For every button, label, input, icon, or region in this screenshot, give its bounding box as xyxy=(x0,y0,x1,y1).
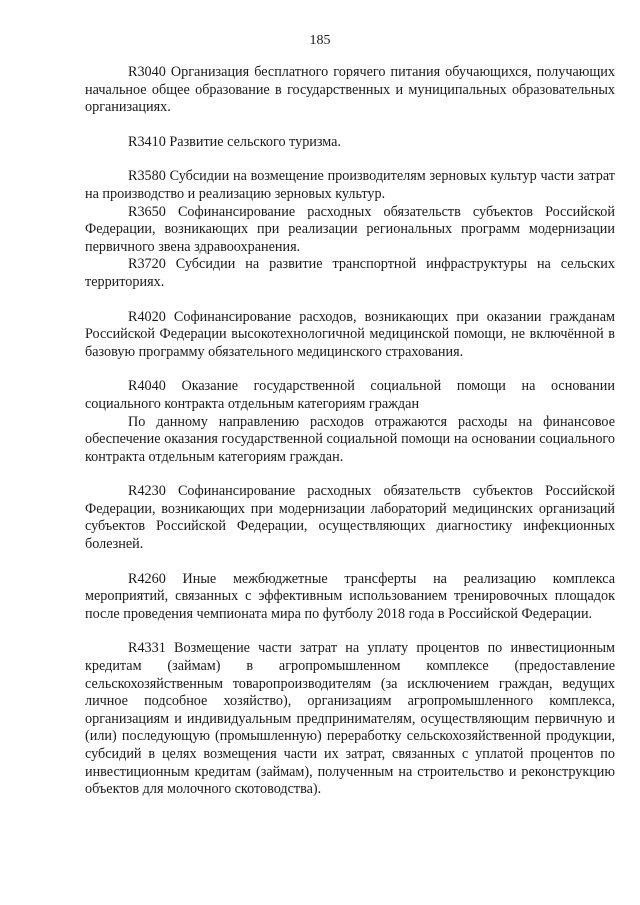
paragraph: R3040 Организация бесплатного горячего питания обучающихся, получающих начальное общее образование в государственных и муниципальных образовательных организациях. xyxy=(85,64,615,116)
paragraph: R4020 Софинансирование расходов, возникающих при оказании гражданам Российской Федерации высокотехнологичной медицинской помощи, не включённой в базовую программу обязательного медицинского страхования. xyxy=(85,308,615,360)
section-r4040 xyxy=(85,378,615,466)
paragraph: R3720 Субсидии на развитие транспортной инфраструктуры на сельских территориях. xyxy=(85,256,615,290)
section-r3720 xyxy=(85,256,615,291)
page-number: 185 xyxy=(309,33,331,48)
paragraph: R3650 Софинансирование расходных обязательств субъектов Российской Федерации, возникающих при реализации региональных программ модернизации первичного звена здравоохранения. xyxy=(85,203,615,255)
paragraph: R4040 Оказание государственной социальной помощи на основании социального контракта отдельным категориям граждан xyxy=(85,378,615,412)
section-r3410 xyxy=(85,134,615,152)
section-r4020 xyxy=(85,309,615,362)
section-r4260 xyxy=(85,571,615,624)
document-body xyxy=(85,64,615,799)
paragraph: R3580 Субсидии на возмещение производителям зерновых культур части затрат на производство и реализацию зерновых культур. xyxy=(85,168,615,202)
section-r3650 xyxy=(85,204,615,257)
paragraph: R4331 Возмещение части затрат на уплату процентов по инвестиционным кредитам (займам) в агропромышленном комплексе (предоставление сельскохозяйственным товаропроизводителям (за исключением граждан, ведущих личное подсобное хозяйство), организациям агропромышленного комплекса, организациям и индивидуальным предпринимателям, осуществляющим первичную и (или) последующую (промышленную) переработку сельскохозяйственной продукции, субсидий в целях возмещения части их затрат, связанных с уплатой процентов по инвестиционным кредитам (займам), полученным на строительство и реконструкцию объектов для молочного скотоводства). xyxy=(85,640,615,798)
section-r4331 xyxy=(85,640,615,798)
section-r4230 xyxy=(85,483,615,553)
paragraph: R4230 Софинансирование расходных обязательств субъектов Российской Федерации, возникающих при модернизации лабораторий медицинских организаций субъектов Российской Федерации, осуществляющих диагностику инфекционных болезней. xyxy=(85,483,615,553)
paragraph: R3410 Развитие сельского туризма. xyxy=(128,133,342,150)
paragraph: По данному направлению расходов отражаются расходы на финансовое обеспечение оказания государственной социальной помощи на основании социального контракта отдельным категориям граждан. xyxy=(85,413,615,465)
section-r3580 xyxy=(85,168,615,203)
section-r3040 xyxy=(85,64,615,117)
paragraph: R4260 Иные межбюджетные трансферты на реализацию комплекса мероприятий, связанных с эффективным использованием тренировочных площадок после проведения чемпионата мира по футболу 2018 года в Российской Федерации. xyxy=(85,570,615,622)
